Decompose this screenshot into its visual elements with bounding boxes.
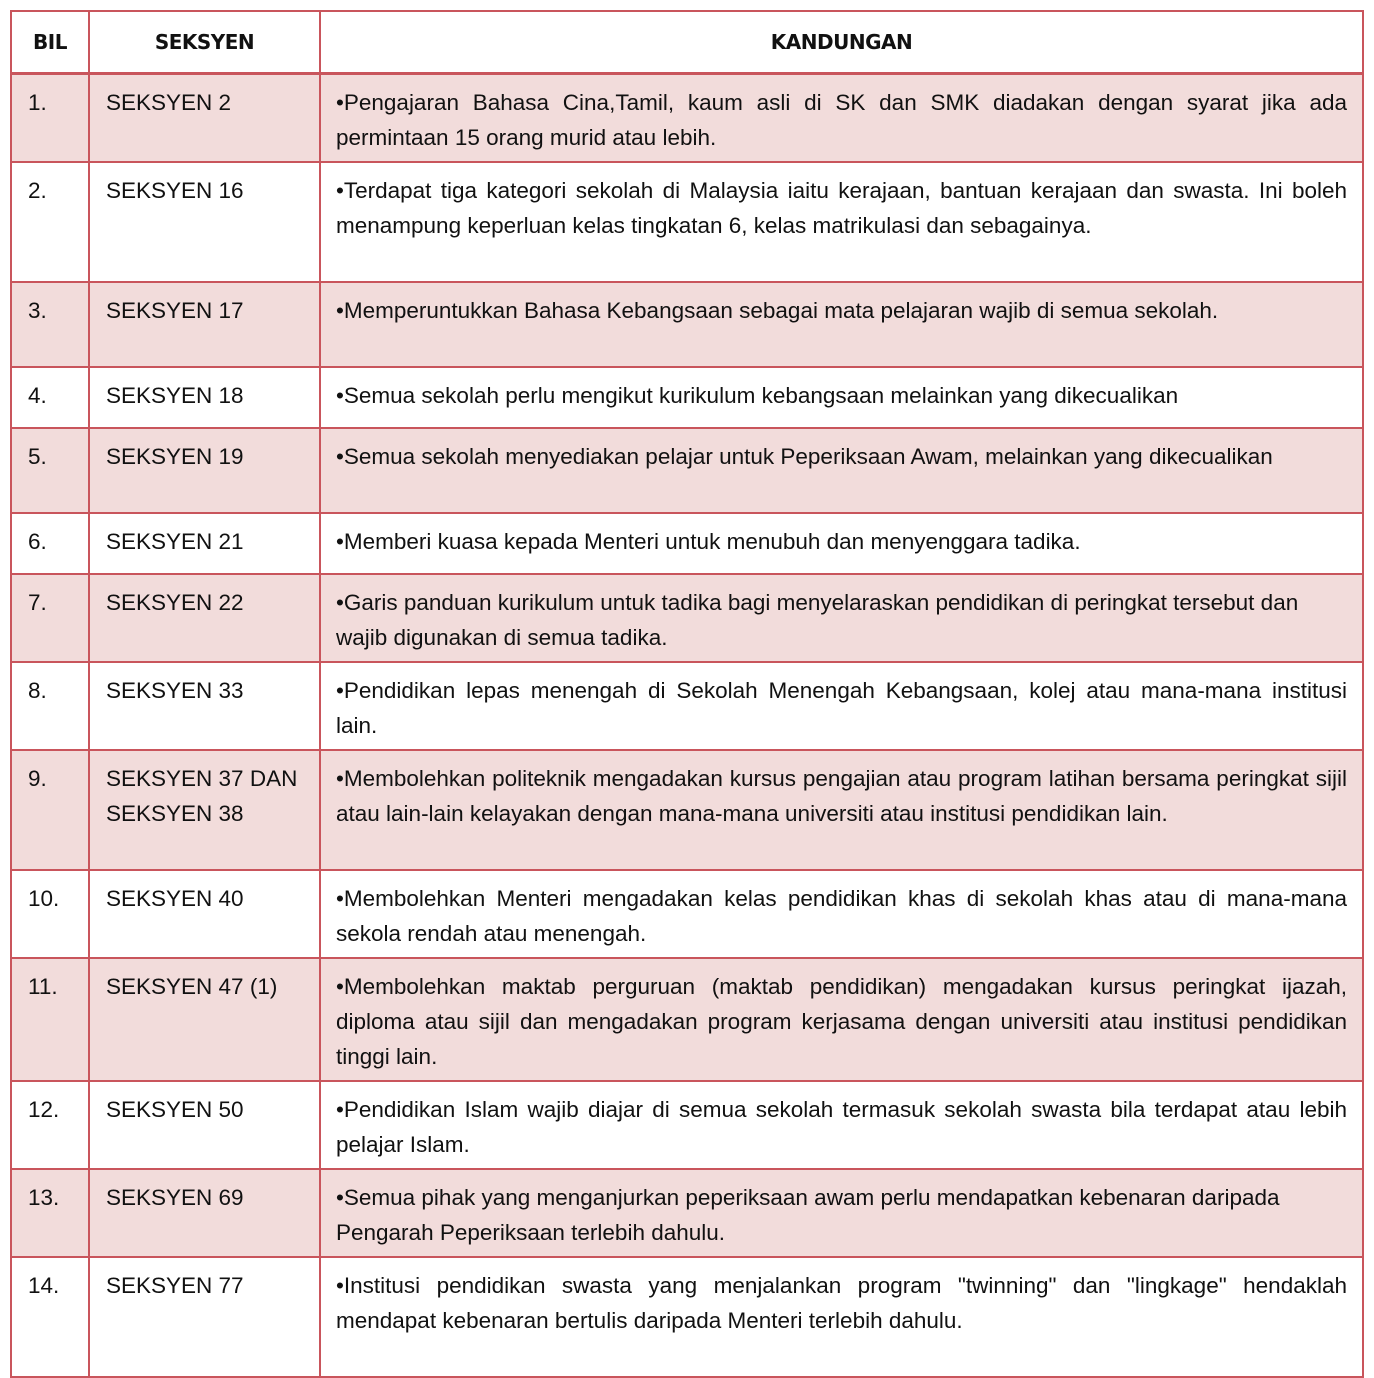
cell-seksyen: SEKSYEN 33 xyxy=(89,662,320,750)
table-header xyxy=(11,11,1363,74)
cell-seksyen: SEKSYEN 18 xyxy=(89,367,320,428)
cell-seksyen: SEKSYEN 77 xyxy=(89,1257,320,1377)
seksyen-table xyxy=(10,10,1364,1378)
table-row xyxy=(11,1169,1363,1257)
table-row xyxy=(11,428,1363,513)
cell-seksyen: SEKSYEN 50 xyxy=(89,1081,320,1169)
cell-kandungan: •Pendidikan lepas menengah di Sekolah Menengah Kebangsaan, kolej atau mana-mana institusi lain. xyxy=(320,662,1363,750)
table-row xyxy=(11,162,1363,282)
cell-kandungan: •Garis panduan kurikulum untuk tadika bagi menyelaraskan pendidikan di peringkat tersebut dan wajib digunakan di semua tadika. xyxy=(320,574,1363,662)
cell-kandungan: •Semua sekolah menyediakan pelajar untuk Peperiksaan Awam, melainkan yang dikecualikan xyxy=(320,428,1363,513)
cell-bil: 8. xyxy=(11,662,89,750)
table-row xyxy=(11,662,1363,750)
table-row xyxy=(11,574,1363,662)
cell-bil: 6. xyxy=(11,513,89,574)
cell-bil: 11. xyxy=(11,958,89,1081)
cell-bil: 14. xyxy=(11,1257,89,1377)
cell-seksyen: SEKSYEN 69 xyxy=(89,1169,320,1257)
cell-bil: 13. xyxy=(11,1169,89,1257)
cell-kandungan: •Membolehkan Menteri mengadakan kelas pendidikan khas di sekolah khas atau di mana-mana sekola rendah atau menengah. xyxy=(320,870,1363,958)
cell-kandungan: •Semua pihak yang menganjurkan peperiksaan awam perlu mendapatkan kebenaran daripada Pengarah Peperiksaan terlebih dahulu. xyxy=(320,1169,1363,1257)
table-row xyxy=(11,367,1363,428)
cell-kandungan: •Memperuntukkan Bahasa Kebangsaan sebagai mata pelajaran wajib di semua sekolah. xyxy=(320,282,1363,367)
table-row xyxy=(11,870,1363,958)
table-row xyxy=(11,513,1363,574)
cell-kandungan: •Membolehkan politeknik mengadakan kursus pengajian atau program latihan bersama peringkat sijil atau lain-lain kelayakan dengan mana-mana universiti atau institusi pendidikan lain. xyxy=(320,750,1363,870)
cell-seksyen: SEKSYEN 19 xyxy=(89,428,320,513)
cell-seksyen: SEKSYEN 37 DAN SEKSYEN 38 xyxy=(89,750,320,870)
table-row xyxy=(11,958,1363,1081)
cell-bil: 5. xyxy=(11,428,89,513)
cell-seksyen: SEKSYEN 17 xyxy=(89,282,320,367)
cell-bil: 1. xyxy=(11,74,89,163)
cell-seksyen: SEKSYEN 16 xyxy=(89,162,320,282)
cell-kandungan: •Terdapat tiga kategori sekolah di Malaysia iaitu kerajaan, bantuan kerajaan dan swasta. Ini boleh menampung keperluan kelas tingkatan 6, kelas matrikulasi dan sebagainya. xyxy=(320,162,1363,282)
table-row xyxy=(11,282,1363,367)
table-row xyxy=(11,1081,1363,1169)
cell-bil: 12. xyxy=(11,1081,89,1169)
header-seksyen: SEKSYEN xyxy=(89,11,320,74)
cell-bil: 4. xyxy=(11,367,89,428)
table-row xyxy=(11,74,1363,163)
cell-bil: 9. xyxy=(11,750,89,870)
cell-bil: 10. xyxy=(11,870,89,958)
cell-seksyen: SEKSYEN 21 xyxy=(89,513,320,574)
cell-seksyen: SEKSYEN 22 xyxy=(89,574,320,662)
table-row xyxy=(11,1257,1363,1377)
header-bil: BIL xyxy=(11,11,89,74)
header-row xyxy=(11,11,1363,74)
cell-seksyen: SEKSYEN 2 xyxy=(89,74,320,163)
cell-seksyen: SEKSYEN 47 (1) xyxy=(89,958,320,1081)
header-kandungan: KANDUNGAN xyxy=(320,11,1363,74)
cell-bil: 2. xyxy=(11,162,89,282)
cell-bil: 7. xyxy=(11,574,89,662)
cell-kandungan: •Pendidikan Islam wajib diajar di semua sekolah termasuk sekolah swasta bila terdapat atau lebih pelajar Islam. xyxy=(320,1081,1363,1169)
cell-kandungan: •Pengajaran Bahasa Cina,Tamil, kaum asli di SK dan SMK diadakan dengan syarat jika ada permintaan 15 orang murid atau lebih. xyxy=(320,74,1363,163)
cell-bil: 3. xyxy=(11,282,89,367)
cell-seksyen: SEKSYEN 40 xyxy=(89,870,320,958)
cell-kandungan: •Memberi kuasa kepada Menteri untuk menubuh dan menyenggara tadika. xyxy=(320,513,1363,574)
cell-kandungan: •Institusi pendidikan swasta yang menjalankan program "twinning" dan "lingkage" hendaklah mendapat kebenaran bertulis daripada Menteri terlebih dahulu. xyxy=(320,1257,1363,1377)
cell-kandungan: •Semua sekolah perlu mengikut kurikulum kebangsaan melainkan yang dikecualikan xyxy=(320,367,1363,428)
table-body xyxy=(11,74,1363,1378)
table-row xyxy=(11,750,1363,870)
cell-kandungan: •Membolehkan maktab perguruan (maktab pendidikan) mengadakan kursus peringkat ijazah, diploma atau sijil dan mengadakan program kerjasama dengan universiti atau institusi pendidikan tinggi lain. xyxy=(320,958,1363,1081)
